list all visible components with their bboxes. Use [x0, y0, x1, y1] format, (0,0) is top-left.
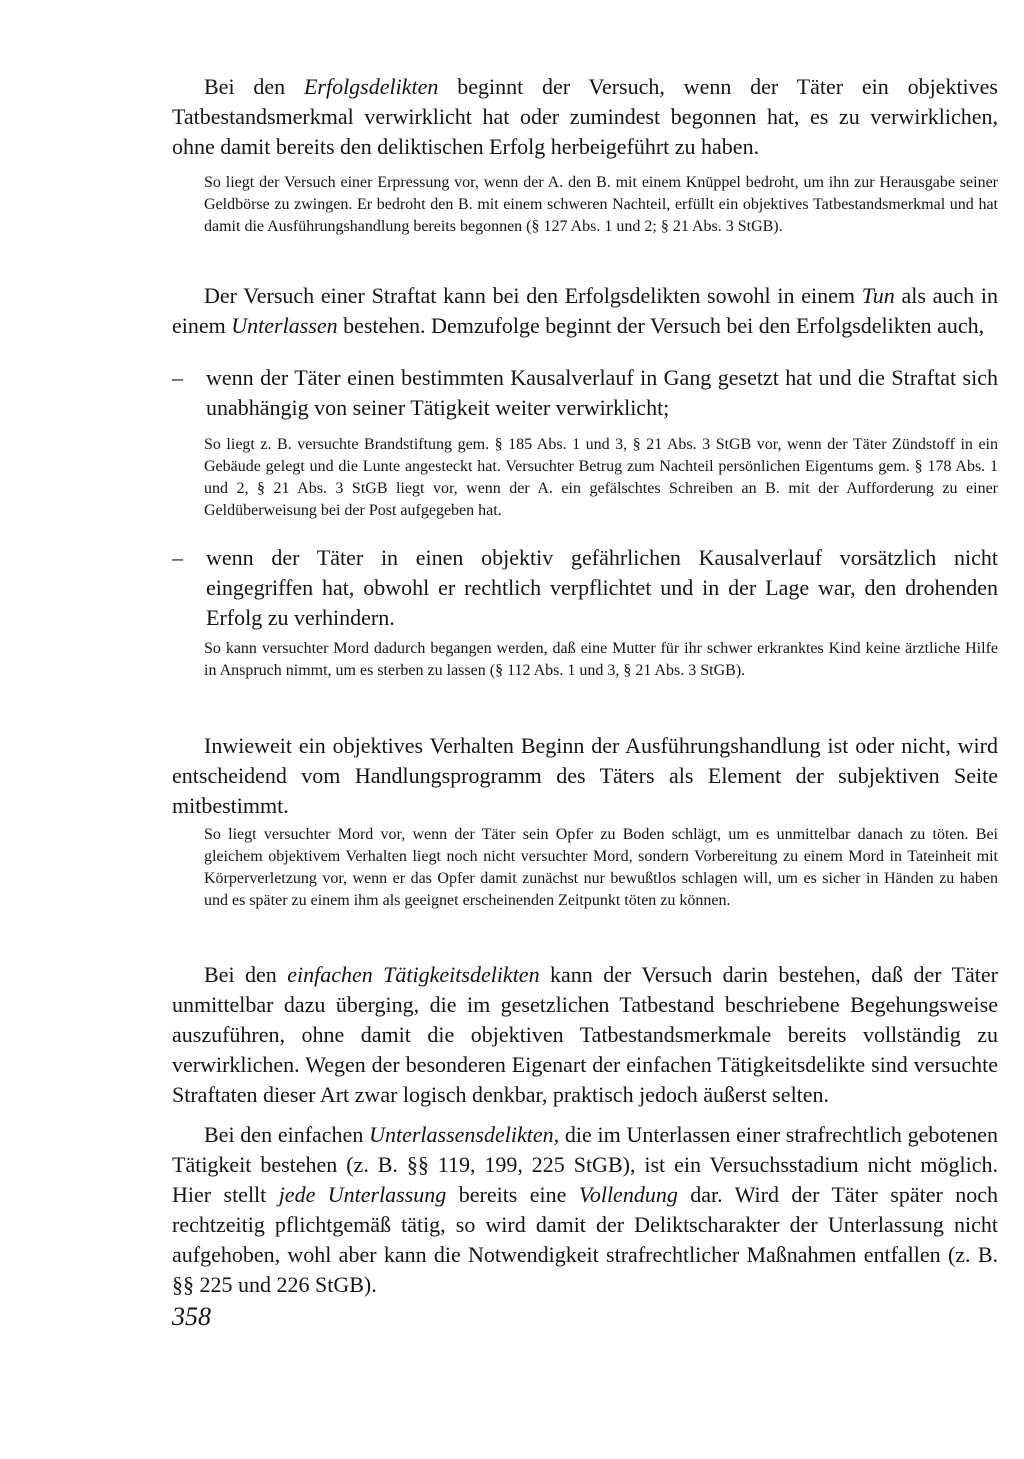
paragraph-handlungsprogramm: Inwieweit ein objektives Verhalten Beginn der Ausführungshandlung ist oder nicht, wird entscheidend vom Handlungsprogramm des Täters als Element der subjektiven Seite mitbestimmt.	[172, 733, 998, 818]
text-run: als auch in einem	[172, 283, 998, 338]
text-run: beginnt der Versuch, wenn der Täter ein objektives Tatbestandsmerkmal verwirklicht hat oder zumindest begonnen hat, es zu verwirklichen, ohne damit bereits den deliktischen Erfolg herbeigeführt zu haben.	[172, 74, 998, 159]
list-item	[172, 363, 998, 423]
paragraph-erfolgsdelikte	[172, 72, 998, 162]
dash-bullet: –	[172, 545, 183, 570]
list-item-text: wenn der Täter in einen objektiv gefährlichen Kausalverlauf vorsätzlich nicht eingegriffen hat, obwohl er rechtlich verpflichtet und in der Lage war, den drohenden Erfolg zu verhindern.	[206, 545, 998, 630]
paragraph-taetigkeitsdelikte	[172, 960, 998, 1110]
text-run: Bei den einfachen	[204, 1122, 370, 1147]
emphasis-term: Unterlassensdelikten,	[369, 1122, 560, 1147]
emphasis-term: Unterlassen	[231, 313, 338, 338]
emphasis-term: jede Unterlassung	[278, 1182, 447, 1207]
emphasis-term: einfachen Tätigkeitsdelikten	[287, 962, 540, 987]
list-item-text: wenn der Täter einen bestimmten Kausalverlauf in Gang gesetzt hat und die Straftat sich unabhängig von seiner Tätigkeit weiter verwirklicht;	[206, 365, 998, 420]
text-run: die im Unterlassen einer strafrechtlich gebotenen Tätigkeit bestehen (z. B. §§ 119, 199, 225 StGB), ist ein Versuchsstadium nicht möglich. Hier stellt	[172, 1122, 998, 1207]
example-brandstiftung: So liegt z. B. versuchte Brandstiftung gem. § 185 Abs. 1 und 3, § 21 Abs. 3 StGB vor, wenn der Täter Zündstoff in ein Gebäude gelegt und die Lunte angesteckt hat. Versuchter Betrug zum Nachteil persönlichen Eigentums gem. § 178 Abs. 1 und 2, § 21 Abs. 3 StGB liegt vor, wenn der A. ein gefälschtes Schreiben an B. mit der Aufforderung zu einer Geldüberweisung bei der Post aufgegeben hat.	[204, 436, 998, 519]
emphasis-term: Erfolgsdelikten	[303, 74, 439, 99]
paragraph-tun-unterlassen	[172, 281, 998, 341]
example-mord-mutter: So kann versuchter Mord dadurch begangen werden, daß eine Mutter für ihr schwer erkranktes Kind keine ärztliche Hilfe in Anspruch nimmt, um es sterben zu lassen (§ 112 Abs. 1 und 3, § 21 Abs. 3 StGB).	[204, 640, 998, 679]
text-run: kann der Versuch darin bestehen, daß der Täter unmittelbar dazu überging, die im gesetzlichen Tatbestand beschriebene Begehungsweise auszuführen, ohne damit die objektiven Tatbestandsmerkmale bereits vollständig zu verwirklichen. Wegen der besonderen Eigenart der einfachen Tätigkeitsdelikte sind versuchte Straftaten dieser Art zwar logisch denkbar, praktisch jedoch äußerst selten.	[172, 962, 998, 1107]
example-erpressung: So liegt der Versuch einer Erpressung vor, wenn der A. den B. mit einem Knüppel bedroht, um ihn zur Herausgabe seiner Geldbörse zu zwingen. Er bedroht den B. mit einem schweren Nachteil, erfüllt ein objektives Tatbestandsmerkmal und hat damit die Ausführungshandlung bereits begonnen (§ 127 Abs. 1 und 2; § 21 Abs. 3 StGB).	[204, 174, 998, 235]
text-run: dar. Wird der Täter später noch rechtzeitig pflichtgemäß tätig, so wird damit der Deliktscharakter der Unterlassung nicht aufgehoben, wohl aber kann die Notwendigkeit strafrechtlicher Maßnahmen entfallen (z. B. §§ 225 und 226 StGB).	[172, 1182, 998, 1297]
paragraph-unterlassensdelikte	[172, 1120, 998, 1300]
text-run: Bei den	[204, 962, 288, 987]
list-item	[172, 543, 998, 633]
text-run: Der Versuch einer Straftat kann bei den Erfolgsdelikten sowohl in einem	[204, 283, 862, 308]
text-run: bestehen. Demzufolge beginnt der Versuch bei den Erfolgsdelikten auch,	[337, 313, 985, 338]
emphasis-term: Vollendung	[578, 1182, 678, 1207]
text-run: bereits eine	[446, 1182, 579, 1207]
text-run: Bei den	[204, 74, 304, 99]
emphasis-term: Tun	[861, 283, 895, 308]
example-mord-opfer: So liegt versuchter Mord vor, wenn der Täter sein Opfer zu Boden schlägt, um es unmittelbar danach zu töten. Bei gleichem objektivem Verhalten liegt noch nicht versuchter Mord, sondern Vorbereitung zu einem Mord in Tateinheit mit Körperverletzung vor, wenn er das Opfer damit zunächst nur bewußtlos schlagen will, um es sicher in Händen zu haben und es später zu einem ihm als geeignet erscheinenden Zeitpunkt töten zu können.	[204, 826, 998, 909]
page-number: 358	[172, 1302, 211, 1331]
dash-bullet: –	[172, 365, 183, 390]
